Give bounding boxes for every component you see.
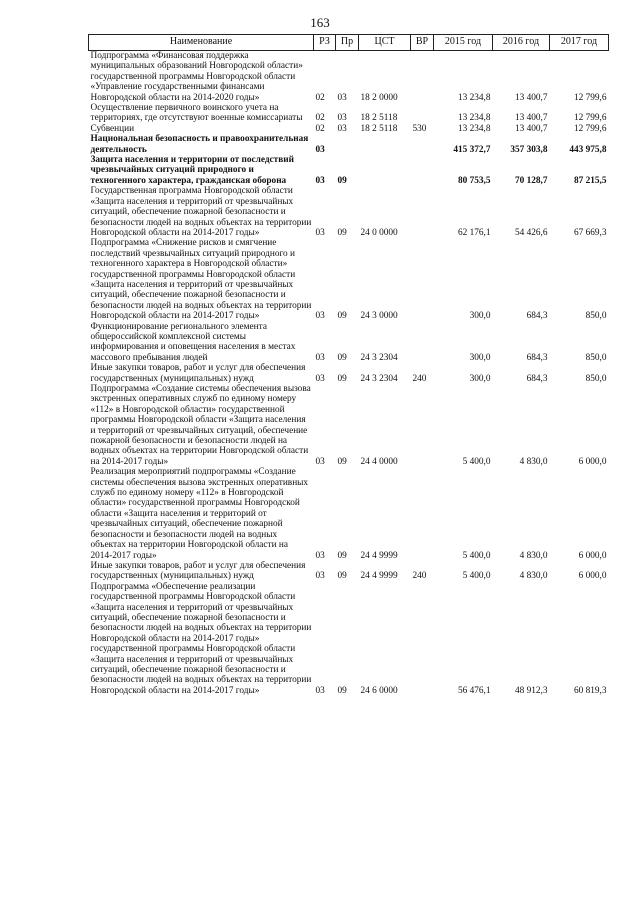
cell-vr: 530 — [412, 123, 427, 134]
cell-y2015: 13 234,8 — [457, 123, 491, 134]
cell-vr — [411, 322, 434, 364]
cell-name: Осуществление первичного воинского учета на территориях, где отсутствуют военные комиссариаты — [90, 103, 303, 124]
cell-y2016: 70 128,7 — [514, 175, 548, 186]
table-row — [89, 155, 609, 186]
header-cst: ЦСТ — [359, 35, 411, 51]
cell-y2015: 56 476,1 — [457, 685, 491, 696]
header-rz: РЗ — [314, 35, 336, 51]
table-row — [89, 322, 609, 364]
table-row — [89, 186, 609, 238]
table-row — [89, 103, 609, 124]
cell-rz: 02 — [315, 123, 325, 134]
cell-y2017: 850,0 — [585, 311, 607, 322]
cell-rz: 03 — [315, 352, 325, 363]
cell-pr: 09 — [337, 227, 347, 238]
cell-cst: 24 4 9999 — [360, 550, 398, 561]
table-row — [89, 124, 609, 134]
cell-rz: 02 — [315, 113, 325, 124]
cell-vr: 240 — [412, 373, 427, 384]
cell-y2017: 60 819,3 — [573, 685, 607, 696]
cell-cst: 24 0 0000 — [360, 227, 398, 238]
cell-name: Реализация мероприятий подпрограммы «Создание системы обеспечения вызова экстренных оперативных служб по единому номеру «112» в Новгородской области» государственной программы Новгородской области «Защита населения и территорий от чрезвычайных ситуаций, обеспечение пожарной безопасности и безопасности людей на водных объектах на территории Новгородской области на 2014-2017 годы» — [90, 467, 309, 561]
cell-cst — [359, 155, 411, 186]
cell-vr — [411, 134, 434, 155]
cell-cst: 18 2 5118 — [360, 113, 398, 124]
cell-cst: 18 2 5118 — [360, 123, 398, 134]
header-vr: ВР — [411, 35, 434, 51]
header-2016: 2016 год — [493, 35, 550, 51]
cell-vr — [411, 51, 434, 104]
table-body — [89, 51, 609, 697]
cell-rz: 03 — [315, 550, 325, 561]
cell-vr — [411, 238, 434, 321]
cell-y2015: 415 372,7 — [453, 144, 491, 155]
cell-rz: 03 — [315, 456, 325, 467]
cell-y2016: 13 400,7 — [514, 92, 548, 103]
cell-cst — [359, 134, 411, 155]
cell-name: Подпрограмма «Снижение рисков и смягчение последствий чрезвычайных ситуаций природного и техногенного характера в Новгородской области» государственной программы Новгородской области «Защита населения и территорий от чрезвычайных ситуаций, обеспечение пожарной безопасности и безопасности людей на водных объектах на территории Новгородской области на 2014-2017 годы» — [90, 238, 312, 322]
table-row — [89, 238, 609, 321]
cell-name: Субвенции — [90, 123, 135, 134]
cell-rz: 03 — [315, 144, 325, 155]
cell-y2017: 6 000,0 — [578, 550, 607, 561]
table-row — [89, 384, 609, 467]
cell-vr — [411, 582, 434, 696]
cell-vr — [411, 384, 434, 467]
cell-y2015: 5 400,0 — [462, 550, 491, 561]
cell-vr — [411, 103, 434, 124]
cell-name: Подпрограмма «Создание системы обеспечения вызова экстренных оперативных служб по единому номеру «112» в Новгородской области» государственной программы Новгородской области «Защита населения и территорий от чрезвычайных ситуаций, обеспечение пожарной безопасности и безопасности людей на водных объектах на территории Новгородской области на 2014-2017 годы» — [90, 384, 311, 467]
cell-pr: 09 — [337, 456, 347, 467]
cell-name: Защита населения и территории от последствий чрезвычайных ситуаций природного и техногенного характера, гражданская оборона — [90, 155, 294, 186]
cell-name: Национальная безопасность и правоохранительная деятельность — [90, 134, 309, 155]
cell-y2015: 80 753,5 — [457, 175, 491, 186]
cell-rz: 03 — [315, 373, 325, 384]
cell-pr: 03 — [337, 123, 347, 134]
cell-y2015: 5 400,0 — [462, 571, 491, 582]
cell-rz: 03 — [315, 227, 325, 238]
cell-pr: 09 — [337, 550, 347, 561]
cell-y2017: 6 000,0 — [578, 456, 607, 467]
cell-rz: 03 — [315, 175, 325, 186]
cell-y2017: 12 799,6 — [573, 92, 607, 103]
cell-rz: 03 — [315, 571, 325, 582]
cell-y2017: 850,0 — [585, 373, 607, 384]
cell-y2016: 4 830,0 — [519, 456, 548, 467]
cell-rz: 03 — [315, 685, 325, 696]
cell-y2016: 13 400,7 — [514, 113, 548, 124]
cell-vr — [411, 467, 434, 561]
table-row — [89, 134, 609, 155]
cell-pr: 03 — [337, 113, 347, 124]
table-row — [89, 51, 609, 104]
cell-y2015: 13 234,8 — [457, 113, 491, 124]
header-name: Наименование — [89, 35, 314, 51]
budget-table — [88, 34, 609, 696]
table-row — [89, 561, 609, 582]
cell-pr: 09 — [337, 685, 347, 696]
cell-cst: 24 4 9999 — [360, 571, 398, 582]
cell-y2016: 4 830,0 — [519, 571, 548, 582]
cell-y2017: 850,0 — [585, 352, 607, 363]
cell-cst: 24 3 2304 — [360, 373, 398, 384]
table-row — [89, 363, 609, 384]
cell-rz: 02 — [315, 92, 325, 103]
header-pr: Пр — [336, 35, 359, 51]
table-row — [89, 582, 609, 696]
table-header-row — [89, 35, 609, 51]
page-number: 163 — [310, 15, 330, 30]
header-2015: 2015 год — [434, 35, 493, 51]
cell-pr: 09 — [337, 352, 347, 363]
cell-y2016: 13 400,7 — [514, 123, 548, 134]
cell-y2015: 13 234,8 — [457, 92, 491, 103]
cell-name: Функционирование регионального элемента общероссийской комплексной системы информирования и оповещения населения в местах массового пребывания людей — [90, 321, 296, 363]
cell-y2015: 300,0 — [469, 352, 491, 363]
cell-pr: 03 — [337, 92, 347, 103]
cell-pr: 09 — [337, 311, 347, 322]
cell-y2016: 357 303,8 — [510, 144, 548, 155]
cell-pr: 09 — [337, 571, 347, 582]
cell-y2016: 684,3 — [526, 373, 548, 384]
cell-y2015: 5 400,0 — [462, 456, 491, 467]
cell-y2017: 443 975,8 — [569, 144, 607, 155]
cell-cst: 18 2 0000 — [360, 92, 398, 103]
cell-vr — [411, 155, 434, 186]
cell-name: Подпрограмма «Обеспечение реализации государственной программы Новгородской области «Защита населения и территорий от чрезвычайных ситуаций, обеспечение пожарной безопасности и безопасности людей на водных объектах на территории Новгородской области на 2014-2017 годы» государственной программы Новгородской области «Защита населения и территорий от чрезвычайных ситуаций, обеспечение пожарной безопасности и безопасности людей на водных объектах на территории Новгородской области на 2014-2017 годы» — [90, 581, 312, 696]
cell-y2016: 684,3 — [526, 352, 548, 363]
cell-cst: 24 4 0000 — [360, 456, 398, 467]
cell-y2017: 12 799,6 — [573, 113, 607, 124]
cell-pr — [336, 134, 359, 155]
cell-y2015: 62 176,1 — [457, 227, 491, 238]
cell-cst: 24 6 0000 — [360, 685, 398, 696]
cell-y2016: 684,3 — [526, 311, 548, 322]
cell-y2016: 4 830,0 — [519, 550, 548, 561]
cell-y2017: 12 799,6 — [573, 123, 607, 134]
cell-y2016: 48 912,3 — [514, 685, 548, 696]
cell-name: Иные закупки товаров, работ и услуг для обеспечения государственных (муниципальных) нужд — [90, 560, 306, 582]
cell-cst: 24 3 0000 — [360, 311, 398, 322]
cell-pr: 09 — [337, 175, 347, 186]
cell-name: Государственная программа Новгородской области «Защита населения и территорий от чрезвычайных ситуаций, обеспечение пожарной безопасности и безопасности людей на водных объектах на территории Новгородской области на 2014-2017 годы» — [90, 186, 312, 238]
cell-rz: 03 — [315, 311, 325, 322]
header-2017: 2017 год — [550, 35, 609, 51]
cell-y2017: 87 215,5 — [573, 175, 607, 186]
cell-cst: 24 3 2304 — [360, 352, 398, 363]
cell-y2015: 300,0 — [469, 311, 491, 322]
cell-name: Иные закупки товаров, работ и услуг для обеспечения государственных (муниципальных) нужд — [90, 363, 306, 384]
cell-vr — [411, 186, 434, 238]
table-row — [89, 467, 609, 561]
cell-pr: 09 — [337, 373, 347, 384]
cell-y2017: 67 669,3 — [573, 227, 607, 238]
cell-y2017: 6 000,0 — [578, 571, 607, 582]
cell-y2016: 54 426,6 — [514, 227, 548, 238]
cell-y2015: 300,0 — [469, 373, 491, 384]
cell-name: Подпрограмма «Финансовая поддержка муниципальных образований Новгородской области» государственной программы Новгородской области «Управление государственными финансами Новгородской области на 2014-2020 годы» — [90, 51, 303, 103]
cell-vr: 240 — [412, 571, 427, 582]
